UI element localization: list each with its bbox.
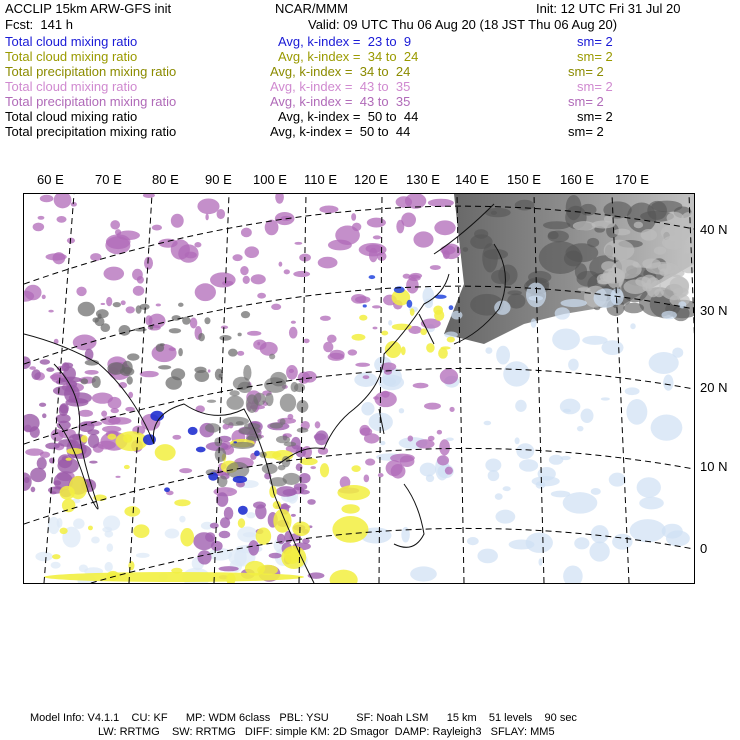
legend-level-range: Avg, k-index = 23 to 9: [278, 34, 412, 49]
legend-field-name: Total precipitation mixing ratio: [5, 124, 177, 139]
legend-smoothing: sm= 2: [577, 109, 613, 124]
latitude-label: 0: [700, 541, 708, 556]
map-panel: [23, 193, 695, 584]
legend-smoothing: sm= 2: [577, 49, 613, 64]
latitude-label: 10 N: [700, 459, 728, 474]
latitude-label: 40 N: [700, 222, 728, 237]
longitude-label: 100 E: [253, 172, 287, 187]
legend-smoothing: sm= 2: [568, 94, 604, 109]
longitude-label: 160 E: [560, 172, 594, 187]
latitude-label: 20 N: [700, 380, 728, 395]
legend-level-range: Avg, k-index = 43 to 35: [270, 94, 411, 109]
legend-level-range: Avg, k-index = 43 to 35: [270, 79, 411, 94]
organization-label: NCAR/MMM: [275, 1, 348, 16]
cloud-mixing-ratio-map: [24, 194, 694, 583]
legend-field-name: Total cloud mixing ratio: [5, 79, 138, 94]
longitude-label: 170 E: [615, 172, 649, 187]
legend-field-name: Total cloud mixing ratio: [5, 49, 138, 64]
legend-smoothing: sm= 2: [568, 124, 604, 139]
longitude-label: 90 E: [205, 172, 232, 187]
longitude-label: 130 E: [406, 172, 440, 187]
model-info-line1: Model Info: V4.1.1 CU: KF MP: WDM 6class PBL: YSU SF: Noah LSM 15 km 51 levels 90 sec: [30, 712, 577, 724]
latitude-label: 30 N: [700, 303, 728, 318]
legend-level-range: Avg, k-index = 34 to 24: [270, 64, 411, 79]
longitude-label: 140 E: [455, 172, 489, 187]
legend-level-range: Avg, k-index = 34 to 24: [278, 49, 419, 64]
longitude-label: 120 E: [354, 172, 388, 187]
forecast-hour: Fcst: 141 h: [5, 17, 73, 32]
legend-field-name: Total precipitation mixing ratio: [5, 94, 177, 109]
longitude-label: 70 E: [95, 172, 122, 187]
legend-field-name: Total cloud mixing ratio: [5, 34, 138, 49]
valid-time: Valid: 09 UTC Thu 06 Aug 20 (18 JST Thu 06 Aug 20): [308, 17, 618, 32]
legend-field-name: Total cloud mixing ratio: [5, 109, 138, 124]
model-info-line2: LW: RRTMG SW: RRTMG DIFF: simple KM: 2D Smagor DAMP: Rayleigh3 SFLAY: MM5: [98, 726, 555, 738]
legend-field-name: Total precipitation mixing ratio: [5, 64, 177, 79]
longitude-label: 110 E: [304, 172, 338, 187]
longitude-label: 60 E: [37, 172, 64, 187]
longitude-label: 80 E: [152, 172, 179, 187]
longitude-label: 150 E: [507, 172, 541, 187]
legend-smoothing: sm= 2: [577, 34, 613, 49]
legend-level-range: Avg, k-index = 50 to 44: [278, 109, 419, 124]
legend-level-range: Avg, k-index = 50 to 44: [270, 124, 411, 139]
legend-smoothing: sm= 2: [577, 79, 613, 94]
model-title: ACCLIP 15km ARW-GFS init: [5, 1, 172, 16]
init-time: Init: 12 UTC Fri 31 Jul 20: [536, 1, 681, 16]
legend-smoothing: sm= 2: [568, 64, 604, 79]
